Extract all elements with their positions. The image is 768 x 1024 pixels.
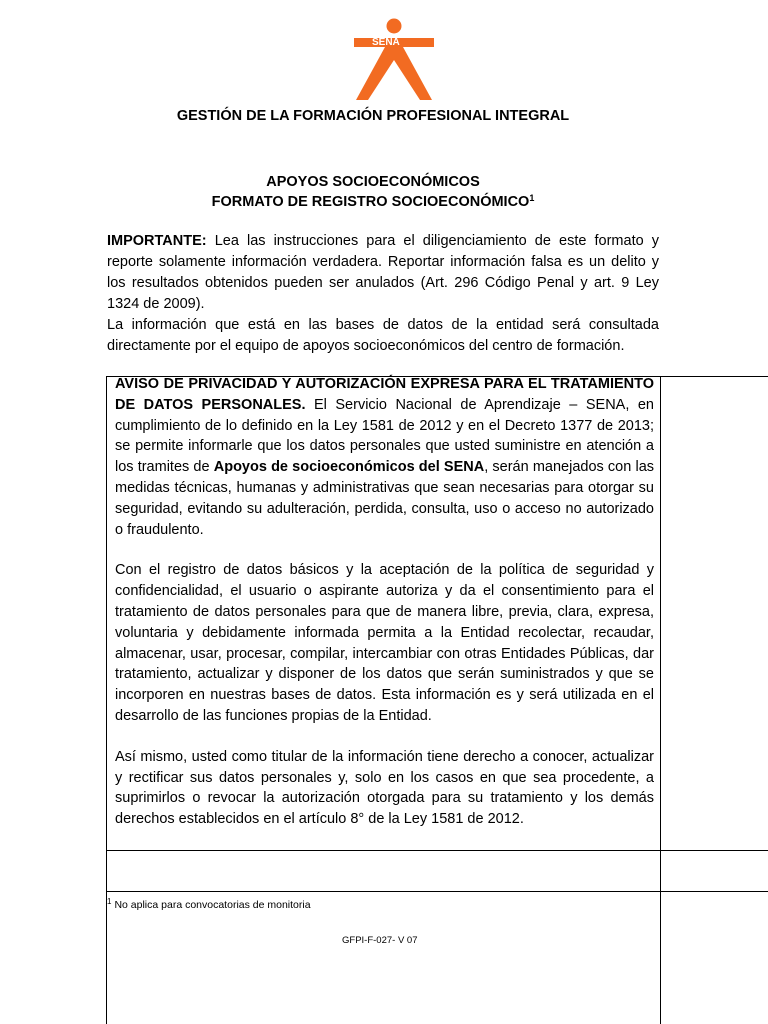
important-label: IMPORTANTE:	[107, 233, 207, 249]
notice-paragraph-1	[115, 374, 654, 540]
document-title: GESTIÓN DE LA FORMACIÓN PROFESIONAL INTEGRAL	[176, 108, 570, 124]
sena-logo	[354, 18, 434, 102]
notice-heading: AVISO DE PRIVACIDAD Y AUTORIZACIÓN EXPRESA PARA EL TRATAMIENTO DE DATOS PERSONALES.	[115, 376, 654, 413]
document-subtitle-1: APOYOS SOCIOECONÓMICOS	[266, 174, 480, 190]
subtitle-2-text: FORMATO DE REGISTRO SOCIOECONÓMICO	[211, 194, 530, 210]
logo-head	[387, 19, 402, 34]
notice-text-1c: , serán manejados con las medidas técnicas, humanas y administrativas que sean necesarias para otorgar su seguridad, evitando su adulteración, perdida, consulta, uso o acceso no autorizado o fraudulento.	[115, 459, 655, 538]
logo-body	[356, 47, 432, 100]
logo-text: SENA	[372, 37, 400, 48]
notice-paragraph-3: Así mismo, usted como titular de la información tiene derecho a conocer, actualizar y rectificar sus datos personales y, solo en los casos en que sea procedente, a suprimirlos o revocar la autorización otorgada para su tratamiento y los demás derechos establecidos en el artículo 8° de la Ley 1581 de 2012.	[115, 748, 654, 828]
footnote-text: No aplica para convocatorias de monitoria	[114, 899, 311, 911]
intro-paragraph-2: La información que está en las bases de datos de la entidad será consultada directamente por el equipo de apoyos socioeconómicos del centro de formación.	[107, 317, 659, 354]
notice-text-1b: Apoyos de socioeconómicos del SENA	[213, 459, 485, 476]
table-border-row-1	[106, 850, 768, 851]
notice-text-1a: El Servicio Nacional de Aprendizaje – SENA, en cumplimiento de lo definido en la Ley 1581 de 2012 y en el Decreto 1377 de 2013; se permite informarle que los datos personales que usted suministre en atención a los tramites de	[115, 396, 654, 476]
intro-paragraph-1	[107, 231, 659, 315]
table-border-left	[106, 376, 107, 1024]
privacy-notice	[115, 374, 654, 850]
document-subtitle-2	[0, 193, 746, 210]
footnote-ref: 1	[529, 193, 535, 203]
footnote-number: 1	[107, 897, 112, 906]
document-code: GFPI-F-027- V 07	[342, 935, 418, 946]
table-border-row-2	[106, 891, 768, 892]
footnote	[107, 895, 311, 912]
intro-text-1: Lea las instrucciones para el diligenciamiento de este formato y reporte solamente información verdadera. Reportar información falsa es un delito y los resultados obtenidos pueden ser anulados (Art. 296 Código Penal y art. 9 Ley 1324 de 2009).	[107, 233, 659, 312]
intro-section	[107, 231, 659, 357]
table-border-middle	[660, 376, 661, 1024]
notice-paragraph-2: Con el registro de datos básicos y la aceptación de la política de seguridad y confidencialidad, el usuario o aspirante autoriza y da el consentimiento para el tratamiento de datos personales para que de manera libre, previa, clara, expresa, voluntaria y debidamente informada permita a la Entidad recolectar, recaudar, almacenar, usar, procesar, compilar, intercambiar con otras Entidades Públicas, dar tratamiento, actualizar y disponer de los datos que serán suministrados y que se incorporen en nuestras bases de datos. Esta información es y será utilizada en el desarrollo de las funciones propias de la Entidad.	[115, 562, 654, 724]
